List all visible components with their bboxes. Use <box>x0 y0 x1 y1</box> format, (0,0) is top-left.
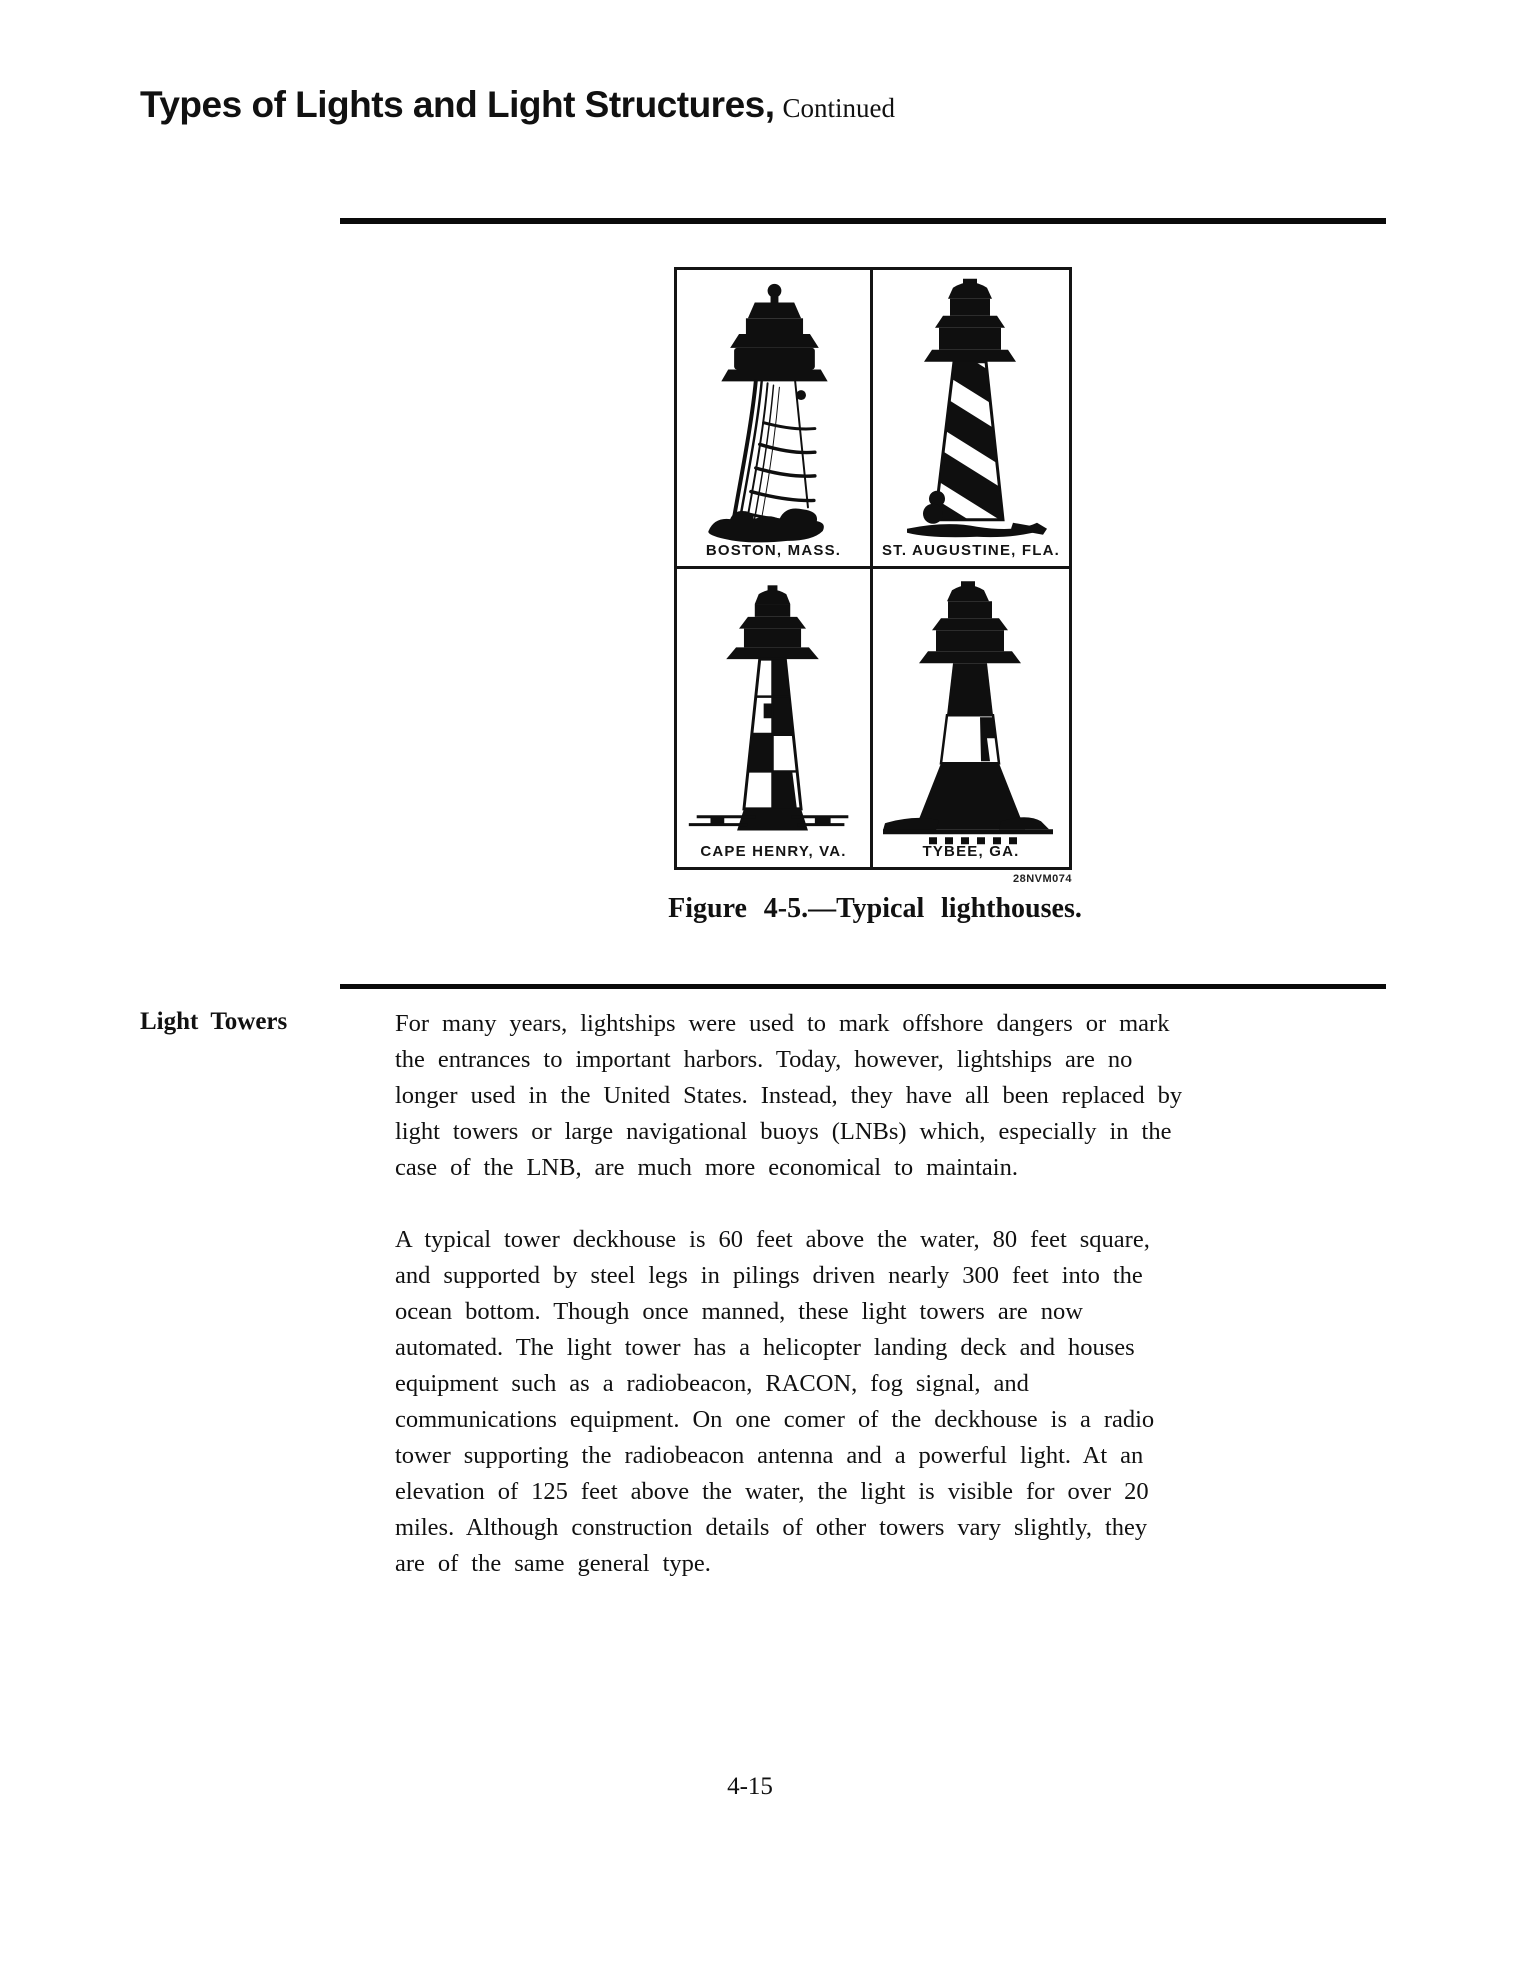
figure-label-st-augustine: ST. AUGUSTINE, FLA. <box>881 541 1061 559</box>
lighthouse-cape-henry-illustration <box>677 569 870 868</box>
body-line: case of the LNB, are much more economical to maintain. <box>395 1154 1018 1181</box>
body-line: light towers or large navigational buoys (LNBs) which, especially in the <box>395 1118 1172 1145</box>
lighthouse-tybee-illustration <box>873 569 1069 868</box>
body-line: miles. Although construction details of other towers vary slightly, they <box>395 1514 1148 1541</box>
horizontal-rule-top <box>340 218 1386 224</box>
body-line: longer used in the United States. Instead, they have all been replaced by <box>395 1082 1183 1109</box>
lighthouse-figure <box>674 267 1072 870</box>
lighthouse-boston-illustration <box>677 270 870 566</box>
figure-caption: Figure 4-5.—Typical lighthouses. <box>668 893 1082 924</box>
paragraph-tower-deckhouse <box>395 1222 1320 1582</box>
figure-cell-tybee <box>873 569 1069 868</box>
paragraph-lightships <box>395 1006 1320 1186</box>
body-line: tower supporting the radiobeacon antenna and a powerful light. At an <box>395 1442 1144 1469</box>
page-title-continued: Continued <box>782 93 896 123</box>
figure-cell-cape-henry <box>677 569 873 868</box>
body-line: and supported by steel legs in pilings driven nearly 300 feet into the <box>395 1262 1143 1289</box>
figure-label-boston: BOSTON, MASS. <box>705 541 842 559</box>
figure-cell-st-augustine <box>873 270 1069 569</box>
figure-label-tybee: TYBEE, GA. <box>922 843 1020 860</box>
horizontal-rule-middle <box>340 984 1386 989</box>
page-title <box>140 84 895 126</box>
body-line: are of the same general type. <box>395 1550 711 1577</box>
figure-label-cape-henry: CAPE HENRY, VA. <box>700 843 847 860</box>
body-line: the entrances to important harbors. Today, however, lightships are no <box>395 1046 1133 1073</box>
body-line: automated. The light tower has a helicopter landing deck and houses <box>395 1334 1135 1361</box>
body-line: ocean bottom. Though once manned, these light towers are now <box>395 1298 1083 1325</box>
section-heading: Light Towers <box>140 1008 288 1035</box>
body-line: For many years, lightships were used to mark offshore dangers or mark <box>395 1010 1170 1037</box>
page-number: 4-15 <box>727 1773 773 1800</box>
body-line: communications equipment. On one comer of the deckhouse is a radio <box>395 1406 1155 1433</box>
body-line: elevation of 125 feet above the water, the light is visible for over 20 <box>395 1478 1149 1505</box>
page-title-main: Types of Lights and Light Structures, <box>140 84 775 125</box>
lighthouse-st-augustine-illustration <box>873 270 1069 566</box>
figure-cell-boston <box>677 270 873 569</box>
figure-credit-number: 28NVM074 <box>1012 873 1072 885</box>
section-body <box>395 1006 1320 1618</box>
body-line: A typical tower deckhouse is 60 feet above the water, 80 feet square, <box>395 1226 1150 1253</box>
body-line: equipment such as a radiobeacon, RACON, fog signal, and <box>395 1370 1029 1397</box>
